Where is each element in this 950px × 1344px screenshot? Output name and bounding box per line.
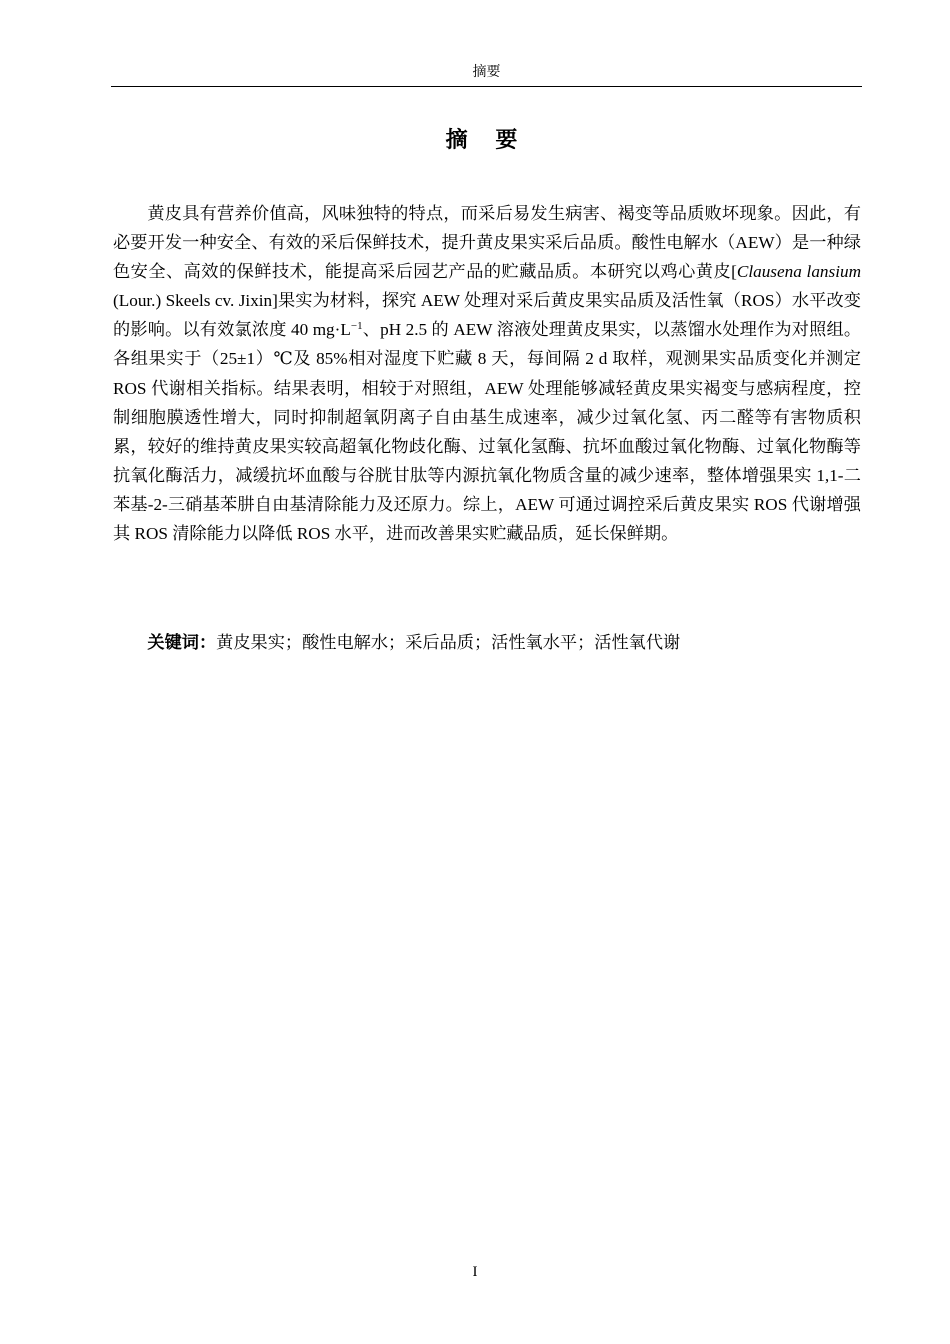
keywords-list: 黄皮果实；酸性电解水；采后品质；活性氧水平；活性氧代谢	[216, 633, 681, 652]
abstract-text-part-1: 黄皮具有营养价值高，风味独特的特点，而采后易发生病害、褐变等品质败坏现象。因此，有必要开发一种安全、有效的采后保鲜技术，提升黄皮果实采后品质。酸性电解水（AEW）是一种绿色安全、高效的保鲜技术，能提高采后园艺产品的贮藏品质。本研究以鸡心黄皮[	[113, 204, 861, 282]
species-name: Clausena lansium	[736, 262, 861, 282]
header-rule	[111, 86, 862, 87]
keywords-line	[113, 628, 861, 658]
unit-exponent: −1	[350, 320, 363, 333]
abstract-text-part-3: 、pH 2.5 的 AEW 溶液处理黄皮果实，以蒸馏水处理作为对照组。各组果实于（25±1）℃及 85%相对湿度下贮藏 8 天，每间隔 2 d 取样，观测果实品质变化并测定 ROS 代谢相关指标。结果表明，相较于对照组，AEW 处理能够减轻黄皮果实褐变与感病程度，控制细胞膜透性增大，同时抑制超氧阴离子自由基生成速率，减少过氧化氢、丙二醛等有害物质积累，较好的维持黄皮果实较高超氧化物歧化酶、过氧化氢酶、抗坏血酸过氧化物酶、过氧化物酶等抗氧化酶活力，减缓抗坏血酸与谷胱甘肽等内源抗氧化物质含量的减少速率，整体增强果实 1,1-二苯基-2-三硝基苯肼自由基清除能力及还原力。综上，AEW 可通过调控采后黄皮果实 ROS 代谢增强其 ROS 清除能力以降低 ROS 水平，进而改善果实贮藏品质，延长保鲜期。	[113, 320, 862, 544]
abstract-paragraph	[113, 199, 861, 548]
page-title: 摘 要	[445, 128, 528, 153]
abstract-text-part-2: (Lour.) Skeels cv. Jixin]果实为材料，探究 AEW 处理对采后黄皮果实品质及活性氧（ROS）水平改变的影响。以有效氯浓度 40 mg·L	[113, 291, 861, 340]
running-header: 摘要	[472, 65, 501, 80]
page-number: I	[472, 1264, 478, 1280]
keywords-label: 关键词：	[147, 633, 217, 652]
